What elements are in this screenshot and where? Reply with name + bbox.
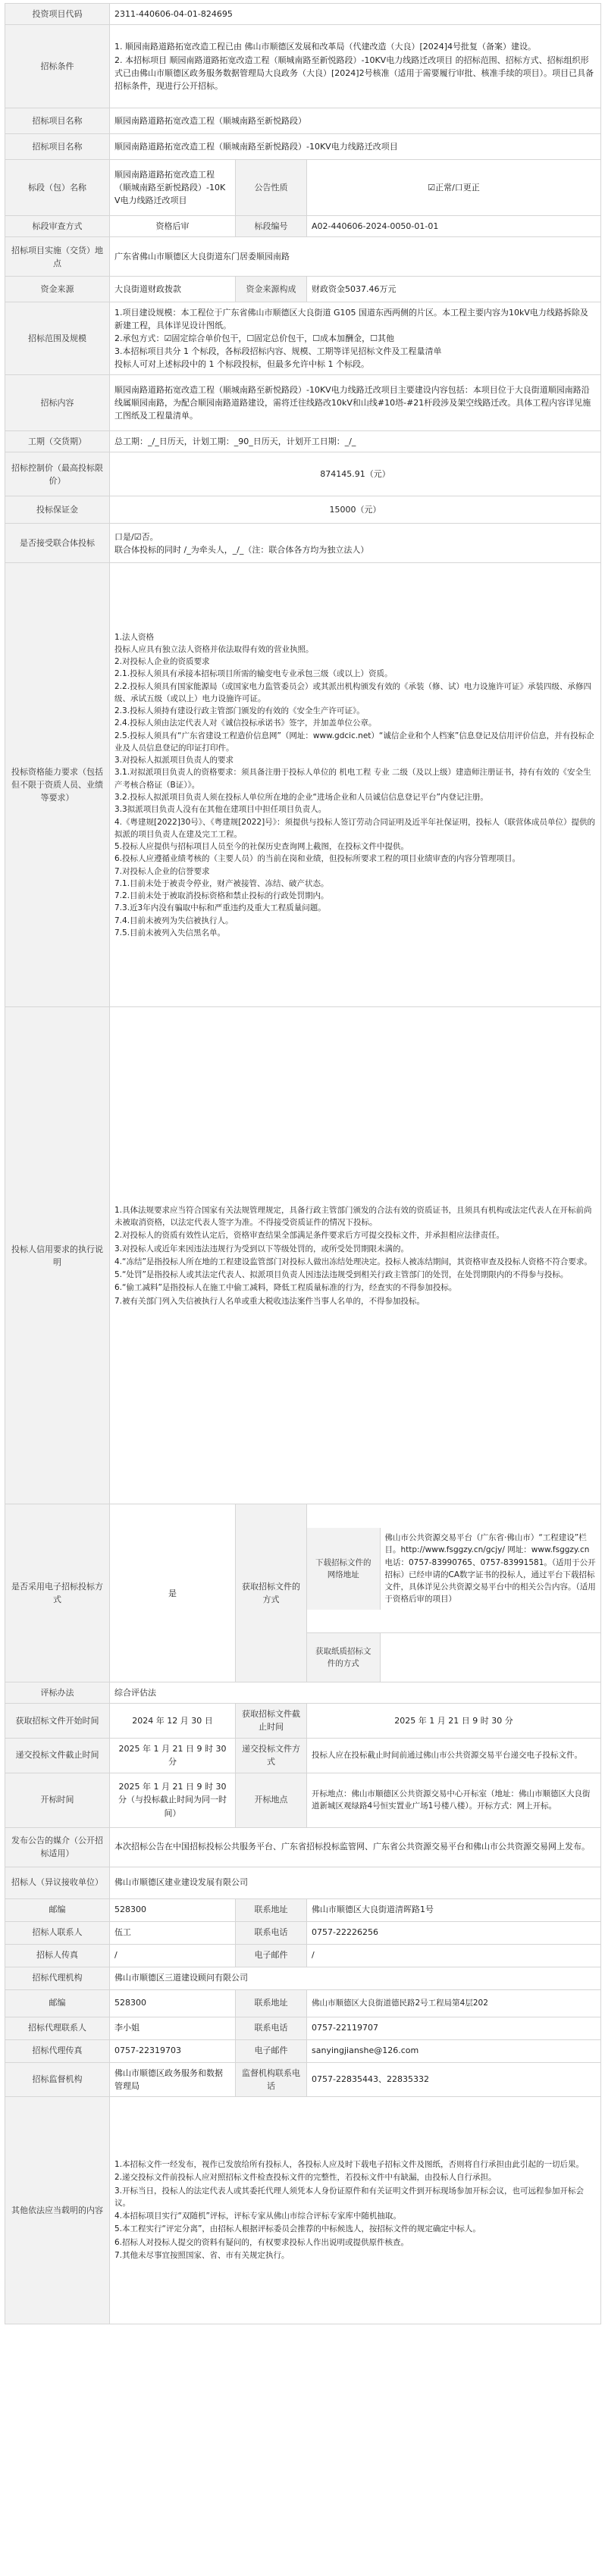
electronic-value: 是	[110, 1504, 236, 1682]
project-name-value: 顺园南路道路拓宽改造工程（顺城南路至新悦路段）	[110, 108, 601, 134]
credit-line: 1.具体法规要求应当符合国家有关法规管理规定，具备行政主管部门颁发的合法有效的资质证书，且须具有机构或法定代表人在开标前尚未被取消资格，以法定代表人签字为准。不得接受资质证件的情况下投标。	[114, 1205, 592, 1228]
row-tenderee-fax	[5, 1944, 601, 1967]
row-agency	[5, 1967, 601, 1989]
row-location	[5, 237, 601, 277]
tender-notice-table	[5, 3, 601, 2324]
agency-contact-label: 招标代理联系人	[5, 2017, 110, 2039]
qualification-line: 5.投标人应提供与招标项目人员至今的社保历史查询网上截图，在投标文件中提供。	[114, 842, 409, 852]
agency-address-label: 联系地址	[236, 1989, 307, 2017]
get-end-value: 2025 年 1 月 21 日 9 时 30 分	[307, 1704, 601, 1738]
tenderee-address-value: 佛山市顺德区大良街道清晖路1号	[307, 1898, 601, 1921]
consortium-line-1: 口是/☑否。	[114, 531, 158, 542]
row-scope	[5, 302, 601, 375]
tender-name-value: 顺园南路道路拓宽改造工程（顺城南路至新悦路段）-10KV电力线路迁改项目	[110, 134, 601, 160]
tenderee-value: 佛山市顺德区建业建设发展有限公司	[110, 1867, 601, 1898]
get-method-label: 获取招标文件的方式	[236, 1504, 307, 1682]
section-code-value: A02-440606-2024-0050-01-01	[307, 216, 601, 237]
bid-content-value: 顺园南路道路拓宽改造工程（顺城南路至新悦路段）-10KV电力线路迁改项目主要建设内容包括：本项目位于大良街道顺园南路沿线属顺园南路，为配合顺园南路道路建设，需将迁往线路改10kV和山线#10塔-#21杆段涉及架空线路迁改。具体工程内容详见施工图纸及工程量清单。	[110, 375, 601, 431]
row-agency-postcode	[5, 1989, 601, 2017]
capital-label: 资金来源	[5, 277, 110, 302]
download-url-value[interactable]: 佛山市公共资源交易平台（广东省·佛山市）“工程建设”栏目。http://www.fsggzy.cn/gcjy/ 网址：www.fsggzy.cn 电话：0757-83990765、0757-83991581。（适用于公开招标）已经申请的CA数字证书的投标人，通过平台下载招标文件，具体详见公共资源交易平台中的相关公告内容。（适用于资格后审的项目）	[384, 1533, 596, 1604]
tenderee-postcode-value: 528300	[110, 1898, 236, 1921]
location-value: 广东省佛山市顺德区大良街道东门居委顺园南路	[110, 237, 601, 277]
credit-line: 6.“偷工减料”是指投标人在施工中偷工减料，降低工程质量标准的行为，经查实的不得参加投标。	[114, 1283, 457, 1293]
opening-place-label: 开标地点	[236, 1773, 307, 1827]
row-duration	[5, 431, 601, 452]
row-tenderee-contact	[5, 1921, 601, 1944]
row-bidding-conditions	[5, 25, 601, 108]
bidding-conditions-label: 招标条件	[5, 25, 110, 108]
other-line: 1.本招标文件一经发布，视作已发放给所有投标人，各投标人应及时下载电子招标文件及图纸，否则将自行承担由此引起的一切后果。	[114, 2160, 585, 2170]
scope-label: 招标范围及规模	[5, 302, 110, 375]
row-publish	[5, 1827, 601, 1867]
notice-nature-value: ☑正常/口更正	[307, 160, 601, 216]
opening-place-value: 开标地点：佛山市顺德区公共资源交易中心开标室（地址：佛山市顺德区大良街道新城区观绿路4号恒实置业广场1号楼八楼）。开标方式：网上开标。	[307, 1773, 601, 1827]
download-subtable	[307, 1528, 600, 1610]
consortium-label: 是否接受联合体投标	[5, 524, 110, 563]
capital-composition-label: 资金来源构成	[236, 277, 307, 302]
supervisor-value: 佛山市顺德区政务服务和数据管理局	[110, 2062, 236, 2096]
agency-address-value: 佛山市顺德区大良街道德民路2号工程局第4层202	[307, 1989, 601, 2017]
row-section	[5, 160, 601, 216]
credit-line: 3.对投标人或近年来因违法违规行为受到以下等级处罚的，或所受处罚期限未满的。	[114, 1244, 409, 1254]
row-tender-name	[5, 134, 601, 160]
submit-method-value: 投标人应在投标截止时间前通过佛山市公共资源交易平台递交电子投标文件。	[307, 1738, 601, 1773]
row-consortium	[5, 524, 601, 563]
row-project-name	[5, 108, 601, 134]
get-end-label: 获取招标文件截止时间	[236, 1704, 307, 1738]
method-value: 综合评估法	[110, 1682, 601, 1704]
control-price-label: 招标控制价（最高投标限价）	[5, 452, 110, 496]
bidding-conditions-para-1: 1. 顺园南路道路拓宽改造工程已由 佛山市顺德区发展和改革局（代建改造（大良）[2024]4号批复（备案）建设。	[114, 41, 537, 52]
row-get-time	[5, 1704, 601, 1738]
other-label: 其他依法应当载明的内容	[5, 2096, 110, 2324]
download-cell	[307, 1504, 601, 1633]
tenderee-contact-value: 伍工	[110, 1921, 236, 1944]
paper-method-value	[380, 1633, 600, 1682]
duration-label: 工期（交货期）	[5, 431, 110, 452]
project-name-label: 招标项目名称	[5, 108, 110, 134]
credit-label: 投标人信用要求的执行说明	[5, 1007, 110, 1504]
notice-nature-label: 公告性质	[236, 160, 307, 216]
qualification-line: 1.法人资格	[114, 632, 155, 642]
section-code-label: 标段编号	[236, 216, 307, 237]
qualification-line: 2.3.投标人须持有建设行政主管部门颁发的有效的《安全生产许可证》。	[114, 706, 365, 716]
row-submit-deadline	[5, 1738, 601, 1773]
agency-label: 招标代理机构	[5, 1967, 110, 1989]
row-control-price	[5, 452, 601, 496]
tenderee-phone-label: 联系电话	[236, 1921, 307, 1944]
qualification-line: 投标人应具有独立法人资格并依法取得有效的营业执照。	[114, 644, 314, 654]
agency-value: 佛山市顺德区三道建设顾问有限公司	[110, 1967, 601, 1989]
row-bid-content	[5, 375, 601, 431]
row-tenderee-postcode	[5, 1898, 601, 1921]
deposit-value: 15000（元）	[110, 496, 601, 524]
qualification-line: 7.5.目前未被列入失信黑名单。	[114, 928, 226, 937]
submit-deadline-value: 2025 年 1 月 21 日 9 时 30 分	[110, 1738, 236, 1773]
row-qualification	[5, 563, 601, 1007]
row-review	[5, 216, 601, 237]
capital-value: 大良街道财政拨款	[110, 277, 236, 302]
bidding-conditions-value	[110, 25, 601, 108]
qualification-label: 投标资格能力要求（包括但不限于资质人员、业绩等要求）	[5, 563, 110, 1007]
row-tenderee	[5, 1867, 601, 1898]
agency-email-label: 电子邮件	[236, 2039, 307, 2062]
agency-email-value[interactable]: sanyingjianshe@126.com	[307, 2039, 601, 2062]
tenderee-contact-label: 招标人联系人	[5, 1921, 110, 1944]
agency-postcode-value: 528300	[110, 1989, 236, 2017]
scope-line: 1.项目建设规模：本工程位于广东省佛山市顺德区大良街道 G105 国道东西两侧的片区。本工程主要内容为10kV电力线路拆除及新建工程，具体详见设计图纸。	[114, 308, 588, 331]
project-code-label: 投资项目代码	[5, 4, 110, 25]
other-line: 4.本招标项目实行“双随机”评标，评标专家从佛山市综合评标专家库中随机抽取。	[114, 2211, 401, 2221]
row-electronic-download	[5, 1504, 601, 1633]
other-line: 2.递交投标文件前投标人应对照招标文件检查投标文件的完整性，若投标文件中有缺漏，由投标人自行承担。	[114, 2173, 497, 2183]
section-label: 标段（包）名称	[5, 160, 110, 216]
credit-value	[110, 1007, 601, 1504]
row-opening	[5, 1773, 601, 1827]
qualification-line: 3.2.投标人拟派项目负责人须在投标人单位所在地的企业“进场企业和人员诚信信息登记平台”内登记注册。	[114, 793, 488, 802]
bid-content-label: 招标内容	[5, 375, 110, 431]
paper-cell	[307, 1633, 601, 1682]
row-deposit	[5, 496, 601, 524]
tenderee-fax-label: 招标人传真	[5, 1944, 110, 1967]
publish-label: 发布公告的媒介（公开招标适用）	[5, 1827, 110, 1867]
qualification-line: 3.对投标人拟派项目负责人的要求	[114, 756, 234, 765]
consortium-line-2: 联合体投标的同时 /_为牵头人，_/_（注：联合体各方均为独立法人）	[114, 544, 369, 555]
qualification-line: 3.1.对拟派项目负责人的资格要求：须具备注册于投标人单位的 机电工程 专业 二级（及以上级）建造师注册证书，持有有效的《安全生产考核合格证（B证）》。	[114, 768, 591, 790]
download-url-label: 下载招标文件的网络地址	[307, 1528, 380, 1610]
qualification-line: 7.2.目前未处于被取消投标资格和禁止投标的行政处罚期内。	[114, 891, 329, 901]
section-value: 顺园南路道路拓宽改造工程（顺城南路至新悦路段）-10KV电力线路迁改项目	[110, 160, 236, 216]
row-supervisor	[5, 2062, 601, 2096]
bidding-conditions-para-2: 2. 本招标项目 顺园南路道路拓宽改造工程（顺城南路至新悦路段）-10KV电力线路迁改项目 的招标范围、招标方式、招标组织形式已由佛山市顺德区政务服务数据管理局大良政务（大良）[2024]2号核准（适用于需要履行审批、核准手续的项目）。项目已具备招标条件，现进行公开招标。	[114, 55, 594, 92]
agency-postcode-label: 邮编	[5, 1989, 110, 2017]
qualification-line: 3.3拟派项目负责人没有在其他在建项目中担任项目负责人。	[114, 805, 327, 815]
qualification-line: 7.对投标人企业的信誉要求	[114, 866, 210, 876]
tender-name-label: 招标项目名称	[5, 134, 110, 160]
qualification-line: 4.《粤建规[2022]30号》、《粤建规[2022]号》：须提供与投标人签订劳动合同证明及近半年社保证明，投标人（联营体成员单位）提供的拟派的项目负责人在建及完工工程。	[114, 817, 595, 839]
qualification-value	[110, 563, 601, 1007]
capital-composition-value: 财政资金5037.46万元	[307, 277, 601, 302]
supervisor-label: 招标监督机构	[5, 2062, 110, 2096]
publish-value: 本次招标公告在中国招标投标公共服务平台、广东省招标投标监管网、广东省公共资源交易平台和佛山市公共资源交易网上发布。	[110, 1827, 601, 1867]
qualification-line: 2.4.投标人须由法定代表人对《诚信投标承诺书》签字，并加盖单位公章。	[114, 718, 377, 728]
other-line: 5.本工程实行“评定分离”，由招标人根据评标委员会推荐的中标候选人，按招标文件的规定确定中标人。	[114, 2224, 481, 2234]
credit-line: 2.对投标人的资质有效性认定后，资格审查结果全部满足条件要求后方可提交投标文件，并承担相应法律责任。	[114, 1231, 505, 1241]
row-capital	[5, 277, 601, 302]
credit-line: 7.被有关部门列入失信被执行人名单或重大税收违法案件当事人名单的，不得参加投标。	[114, 1296, 425, 1306]
qualification-line: 2.对投标人企业的资质要求	[114, 657, 210, 667]
tenderee-email-label: 电子邮件	[236, 1944, 307, 1967]
submit-deadline-label: 递交投标文件截止时间	[5, 1738, 110, 1773]
row-agency-fax	[5, 2039, 601, 2062]
other-line: 3.开标当日，投标人的法定代表人或其委托代理人须凭本人身份证原件和有关证明文件到开标现场参加开标会议，也可远程参加开标会议。	[114, 2186, 585, 2208]
qualification-line: 7.3.近3年内没有骗取中标和严重违约及重大工程质量问题。	[114, 903, 326, 913]
agency-fax-label: 招标代理传真	[5, 2039, 110, 2062]
location-label: 招标项目实施（交货）地点	[5, 237, 110, 277]
submit-method-label: 递交投标文件方式	[236, 1738, 307, 1773]
tenderee-email-value: /	[307, 1944, 601, 1967]
credit-line: 4.“冻结”是指投标人所在地的工程建设监管部门对投标人做出冻结处理决定。投标人被冻结期间，其资格审查及投标人资格不符合要求。	[114, 1257, 592, 1266]
row-method	[5, 1682, 601, 1704]
tenderee-phone-value: 0757-22226256	[307, 1921, 601, 1944]
review-label: 标段审查方式	[5, 216, 110, 237]
scope-value	[110, 302, 601, 375]
agency-phone-label: 联系电话	[236, 2017, 307, 2039]
qualification-line: 7.1.目前未处于被责令停业，财产被接管、冻结、破产状态。	[114, 878, 329, 888]
qualification-line: 2.2.投标人须具有国家能源局（或国家电力监管委员会）或其派出机构颁发有效的《承装（修、试）电力设施许可证》承装四级、承修四级、承试五级（或以上）电力设施许可证。	[114, 681, 592, 703]
qualification-line: 7.4.目前未被列为失信被执行人。	[114, 916, 234, 925]
tenderee-postcode-label: 邮编	[5, 1898, 110, 1921]
credit-line: 5.“处罚”是指投标人或其法定代表人、拟派项目负责人因违法违规受到相关行政主管部门的处罚，在处罚期限内的不得参与投标。	[114, 1270, 569, 1280]
qualification-line: 2.5.投标人须具有“广东省建设工程造价信息网”（网址：www.gdcic.net）“诚信企业和个人档案”信息登记及信用评价信息，并有投标企业及人员信息登记的印证打印件。	[114, 731, 594, 753]
scope-line: 投标人可对上述标段中的 1 个标段投标，但最多允许中标 1 个标段。	[114, 359, 369, 370]
paper-method-label: 获取纸质招标文件的方式	[307, 1633, 380, 1682]
agency-phone-value: 0757-22119707	[307, 2017, 601, 2039]
row-other	[5, 2096, 601, 2324]
other-line: 6.招标人对投标人提交的资料有疑问的，有权要求投标人作出说明或提供原件核查。	[114, 2237, 409, 2247]
other-line: 7.其他未尽事宜按照国家、省、市有关规定执行。	[114, 2250, 290, 2260]
supervisor-phone-value: 0757-22835443、22835332	[307, 2062, 601, 2096]
tenderee-address-label: 联系地址	[236, 1898, 307, 1921]
row-agency-contact	[5, 2017, 601, 2039]
opening-time-label: 开标时间	[5, 1773, 110, 1827]
scope-line: 2.承包方式：☑固定综合单价包干，☐固定总价包干，☐成本加酬金，☐其他	[114, 333, 394, 344]
tenderee-label: 招标人（异议接收单位）	[5, 1867, 110, 1898]
other-value	[110, 2096, 601, 2324]
paper-subtable	[307, 1633, 600, 1682]
electronic-label: 是否采用电子招标投标方式	[5, 1504, 110, 1682]
review-value: 资格后审	[110, 216, 236, 237]
deposit-label: 投标保证金	[5, 496, 110, 524]
scope-line: 3.本招标项目共分 1 个标段，各标段招标内容、规模、工期等详见招标文件及工程量清单	[114, 346, 442, 357]
qualification-line: 6.投标人应遵循业绩考核的（主要人员）的当前在岗和业绩，但投标所要求工程的项目业绩审查的内容分管理项目。	[114, 854, 521, 864]
get-start-label: 获取招标文件开始时间	[5, 1704, 110, 1738]
qualification-line: 2.1.投标人须具有承接本招标项目所需的输变电专业承包三级（或以上）资质。	[114, 669, 393, 679]
consortium-value	[110, 524, 601, 563]
agency-contact-value: 李小姐	[110, 2017, 236, 2039]
row-project-code	[5, 4, 601, 25]
control-price-value: 874145.91（元）	[110, 452, 601, 496]
supervisor-phone-label: 监督机构联系电话	[236, 2062, 307, 2096]
tenderee-fax-value: /	[110, 1944, 236, 1967]
opening-time-value: 2025 年 1 月 21 日 9 时 30 分（与投标截止时间为同一时间）	[110, 1773, 236, 1827]
method-label: 评标办法	[5, 1682, 110, 1704]
get-start-value: 2024 年 12 月 30 日	[110, 1704, 236, 1738]
row-credit	[5, 1007, 601, 1504]
project-code-value: 2311-440606-04-01-824695	[110, 4, 601, 25]
agency-fax-value: 0757-22319703	[110, 2039, 236, 2062]
duration-value: 总工期：_/_日历天，计划工期：_90_日历天，计划开工日期：_/_	[110, 431, 601, 452]
